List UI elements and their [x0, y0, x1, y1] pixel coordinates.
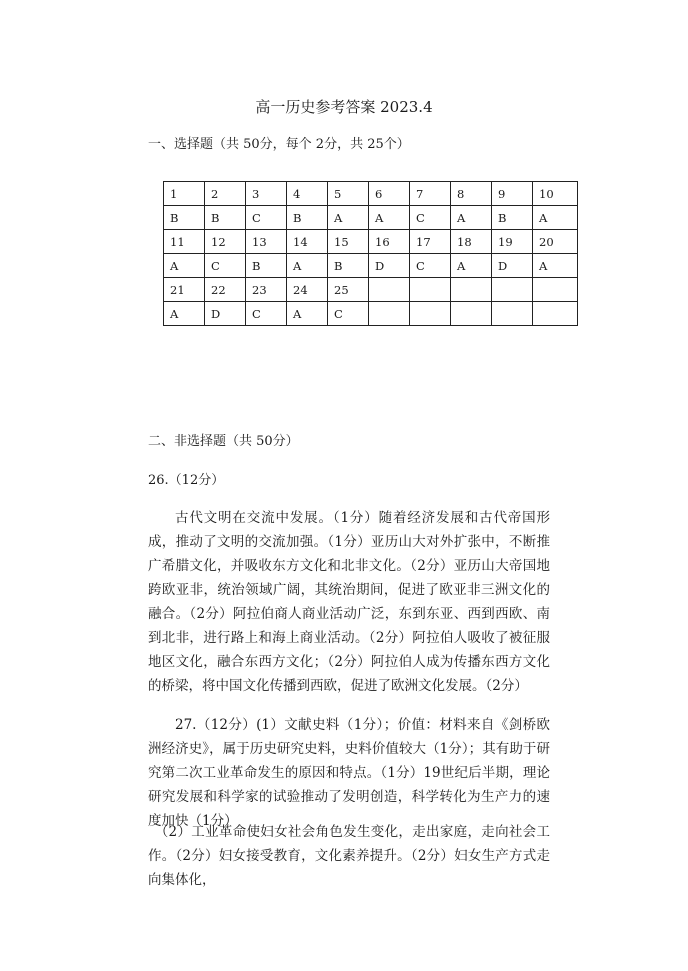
- section-1-heading: 一、选择题（共 50分，每个 2分，共 25个）: [148, 137, 410, 152]
- answer-cell: [492, 302, 533, 326]
- answer-cell: A: [287, 302, 328, 326]
- answer-cell: A: [287, 254, 328, 278]
- question-number-cell: [410, 278, 451, 302]
- answer-cell: B: [328, 254, 369, 278]
- question-number-cell: [492, 278, 533, 302]
- question-number-cell: 14: [287, 230, 328, 254]
- answer-table-row: [164, 206, 578, 230]
- answer-cell: C: [410, 206, 451, 230]
- section-2-heading: 二、非选择题（共 50分）: [148, 434, 299, 449]
- answer-cell: [451, 302, 492, 326]
- question-number-cell: 11: [164, 230, 205, 254]
- question-number-cell: 9: [492, 182, 533, 206]
- answer-cell: [369, 302, 410, 326]
- answer-cell: D: [205, 302, 246, 326]
- question-number-cell: 16: [369, 230, 410, 254]
- question-number-cell: 24: [287, 278, 328, 302]
- question-number-cell: 4: [287, 182, 328, 206]
- answer-table-row: [164, 182, 578, 206]
- question-27-part-1-answer: 27.（12分）(1）文献史料（1分）；价值：材料来自《剑桥欧洲经济史》，属于历史研究史料，史料价值较大（1分）；其有助于研究第二次工业革命发生的原因和特点。（1分）19世纪后半期，理论研究发展和科学家的试验推动了发明创造，科学转化为生产力的速度加快（1分）: [148, 717, 550, 829]
- answer-cell: C: [205, 254, 246, 278]
- question-number-cell: 21: [164, 278, 205, 302]
- answer-cell: A: [451, 254, 492, 278]
- answer-cell: A: [369, 206, 410, 230]
- question-number-cell: 5: [328, 182, 369, 206]
- question-number-cell: 10: [533, 182, 578, 206]
- question-number-cell: 25: [328, 278, 369, 302]
- question-number-cell: [533, 278, 578, 302]
- answer-table-body: [164, 182, 578, 326]
- answer-cell: C: [410, 254, 451, 278]
- answer-cell: A: [164, 302, 205, 326]
- answer-cell: A: [533, 254, 578, 278]
- question-number-cell: 18: [451, 230, 492, 254]
- answer-table-row: [164, 254, 578, 278]
- answer-table-row: [164, 230, 578, 254]
- question-number-cell: 15: [328, 230, 369, 254]
- answer-table-row: [164, 302, 578, 326]
- question-number-cell: 22: [205, 278, 246, 302]
- answer-cell: B: [492, 206, 533, 230]
- question-27-part-2-answer: （2）工业革命使妇女社会角色发生变化，走出家庭，走向社会工作。（2分）妇女接受教育，文化素养提升。（2分）妇女生产方式走向集体化，: [148, 824, 550, 888]
- question-number-cell: 2: [205, 182, 246, 206]
- question-number-cell: [369, 278, 410, 302]
- answer-cell: [533, 302, 578, 326]
- question-number-cell: 23: [246, 278, 287, 302]
- question-number-cell: 1: [164, 182, 205, 206]
- answer-cell: C: [246, 302, 287, 326]
- answer-cell: B: [287, 206, 328, 230]
- answer-cell: C: [328, 302, 369, 326]
- answer-cell: B: [246, 254, 287, 278]
- question-number-cell: 6: [369, 182, 410, 206]
- answer-table-row: [164, 278, 578, 302]
- question-number-cell: [451, 278, 492, 302]
- question-number-cell: 3: [246, 182, 287, 206]
- question-number-cell: 17: [410, 230, 451, 254]
- answer-table: [163, 181, 578, 326]
- answer-cell: C: [246, 206, 287, 230]
- answer-cell: A: [328, 206, 369, 230]
- document-title: 高一历史参考答案 2023.4: [255, 98, 433, 116]
- answer-cell: A: [533, 206, 578, 230]
- question-number-cell: 19: [492, 230, 533, 254]
- question-number-cell: 12: [205, 230, 246, 254]
- answer-cell: A: [451, 206, 492, 230]
- question-number-cell: 7: [410, 182, 451, 206]
- question-26-answer: 古代文明在交流中发展。（1分）随着经济发展和古代帝国形成，推动了文明的交流加强。（1分）亚历山大对外扩张中，不断推广希腊文化，并吸收东方文化和北非文化。（2分）亚历山大帝国地跨欧亚非，统治领域广阔，其统治期间，促进了欧亚非三洲文化的融合。（2分）阿拉伯商人商业活动广泛，东到东亚、西到西欧、南到北非，进行路上和海上商业活动。（2分）阿拉伯人吸收了被征服地区文化，融合东西方文化；（2分）阿拉伯人成为传播东西方文化的桥梁，将中国文化传播到西欧，促进了欧洲文化发展。（2分）: [148, 510, 550, 694]
- answer-cell: A: [164, 254, 205, 278]
- answer-cell: [410, 302, 451, 326]
- question-number-cell: 20: [533, 230, 578, 254]
- question-number-cell: 13: [246, 230, 287, 254]
- answer-cell: D: [369, 254, 410, 278]
- answer-cell: D: [492, 254, 533, 278]
- question-number-cell: 8: [451, 182, 492, 206]
- question-26-heading: 26.（12分）: [148, 473, 225, 488]
- answer-cell: B: [164, 206, 205, 230]
- answer-cell: B: [205, 206, 246, 230]
